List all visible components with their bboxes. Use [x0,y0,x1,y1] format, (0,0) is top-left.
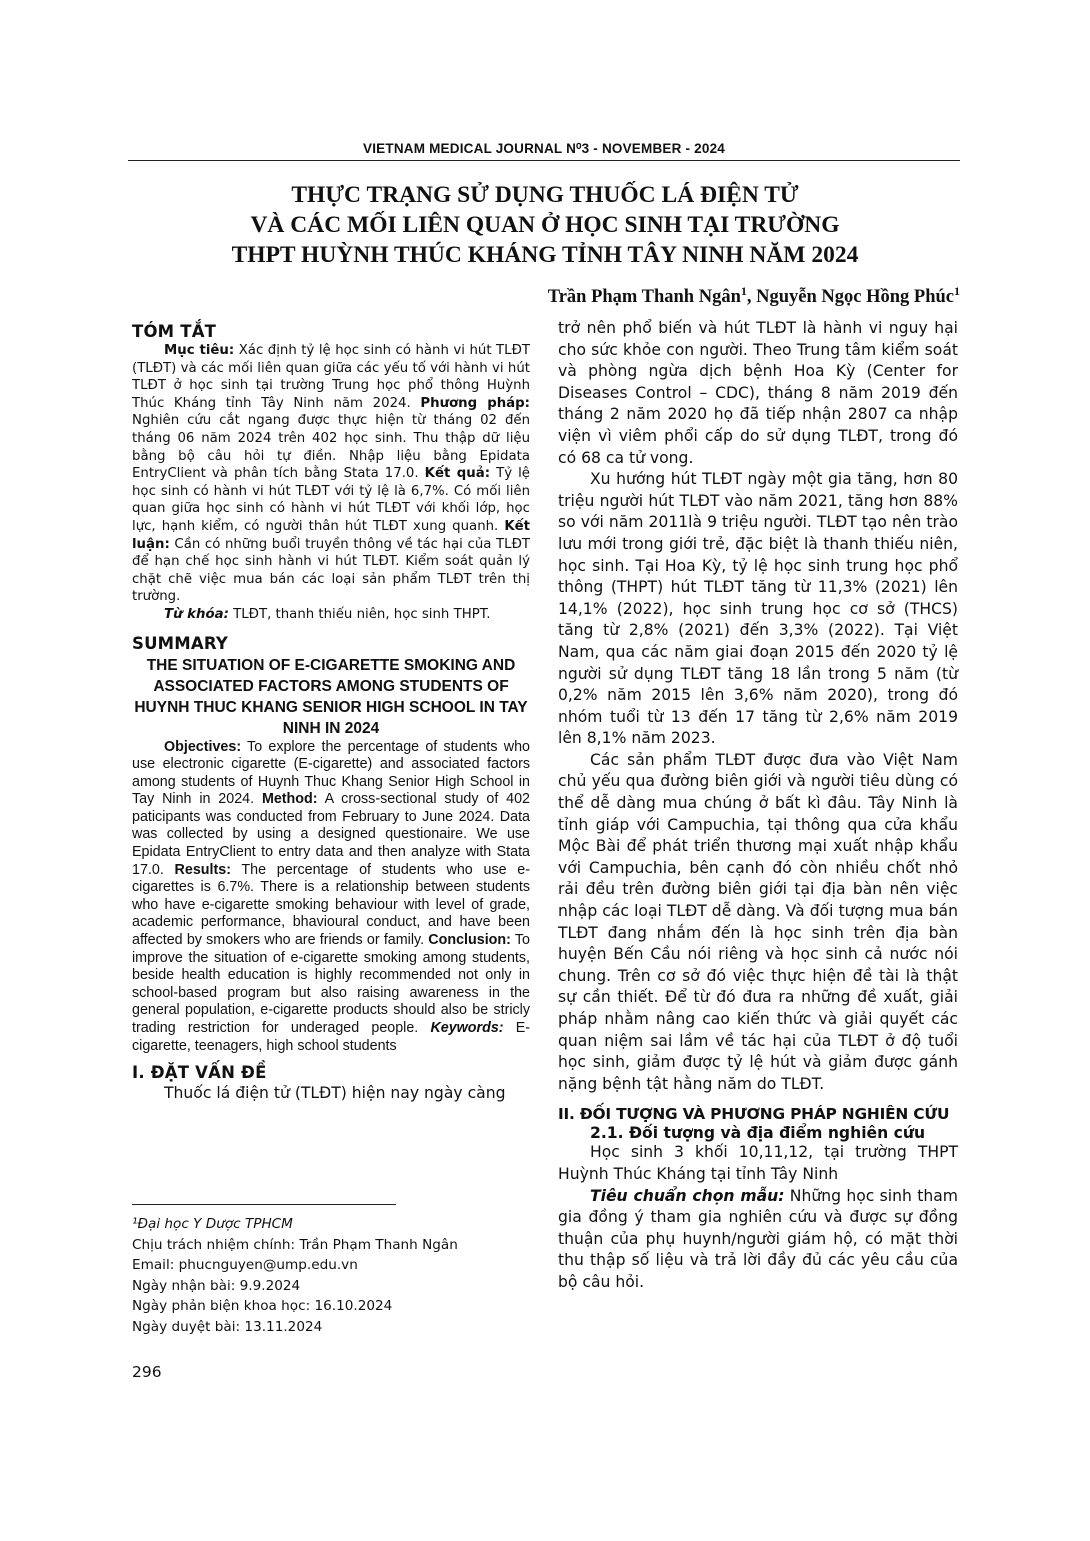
label-objectives: Objectives: [164,738,242,755]
footnote-reviewed: Ngày phản biện khoa học: 16.10.2024 [132,1298,393,1314]
label-method: Method: [261,791,318,808]
tieuchuan-text: Những học sinh tham gia đồng ý tham gia nghiên cứu và được sự đồng thuận của phụ huynh/người giám hộ, có mặt thời thu thập số liệu và trả lời đầy đủ các yêu cầu của bộ câu hỏi. [558,1186,958,1291]
footnote-approved: Ngày duyệt bài: 13.11.2024 [132,1318,323,1335]
article-title [150,180,940,270]
section-2-heading: II. ĐỐI TƯỢNG VÀ PHƯƠNG PHÁP NGHIÊN CỨU [558,1105,950,1124]
label-muctieu: Mục tiêu: [164,343,235,358]
results-text: The percentage of students who use e-cigarettes is 6.7%. There is a relationship between students who have e-cigarette smoking behaviour with level of grade, academic performance, bhavioural conduct, and have been affected by smokers who are friends or family. [132,861,530,949]
muctieu-text: Xác định tỷ lệ học sinh có hành vi hút TLĐT (TLĐT) và các mối liên quan giữa các yếu tố với hành vi hút TLĐT ở học sinh tại trường Trung học phổ thông Huỳnh Thúc Kháng tỉnh Tây Ninh năm 2024. [132,343,530,411]
label-ketqua: Kết quả: [424,466,491,482]
footnote-responsible: Chịu trách nhiệm chính: Trần Phạm Thanh Ngân [132,1236,458,1253]
page-number: 296 [132,1363,162,1381]
title-line-3: THPT HUỲNH THÚC KHÁNG TỈNH TÂY NINH NĂM 2024 [231,242,859,268]
method-text: A cross-sectional study of 402 paticipants was conducted from February to June 2024. Data was collected by using a designed questionaire. We use Epidata EntryClient to entry data and then analyze with Stata 17.0. [132,791,530,878]
right-column [558,318,958,1294]
label-keywords: Keywords: [430,1020,504,1036]
ketqua-text: Tỷ lệ học sinh có hành vi hút TLĐT với tỷ lệ là 6,7%. Có mối liên quan giữa học sinh có hành vi hút TLĐT với khối lớp, học lực, hạnh kiểm, có người thân hút TLĐT xung quanh. [132,466,530,534]
tukhoa-line [132,606,530,624]
title-line-1: THỰC TRẠNG SỬ DỤNG THUỐC LÁ ĐIỆN TỬ [291,182,799,208]
label-results: Results: [174,861,231,878]
section-1-heading: I. ĐẶT VẤN ĐỀ [132,1063,267,1083]
summary-heading: SUMMARY [132,633,229,653]
author-separator: , [746,287,757,308]
section-2-1-heading: 2.1. Đối tượng và địa điểm nghiên cứu [590,1124,926,1143]
tomtat-body [132,342,530,606]
journal-header: VIETNAM MEDICAL JOURNAL N⁰3 - NOVEMBER - 2024 [363,141,725,156]
tomtat-heading: TÓM TẮT [132,322,217,341]
section-1-p3: Các sản phẩm TLĐT được đưa vào Việt Nam chủ yếu qua đường biên giới và người tiêu dùng có thể dễ dàng mua chúng ở bất kì đâu. Tây Ninh là tỉnh giáp với Campuchia, tại thông qua cửa khẩu Mộc Bài để phát triển thương mại xuất nhập khẩu với Campuchia, bên cạnh đó còn nhiều chốt nhỏ rải đều trên đường biên giới tại địa bàn nên việc nhập các loại TLĐT dễ dàng. Và đối tượng mua bán TLĐT đang nhắm đến là học sinh trên địa bàn huyện Bến Cầu nói riêng và học sinh cả nước nói chung. Trên cơ sở đó việc thực hiện đề tài là thật sự cần thiết. Để từ đó đưa ra những đề xuất, giải pháp nhằm nâng cao kiến thức và giải quyết các quan niệm sai lầm về tác hại của TLĐT ở độ tuổi học sinh, giảm được tỷ lệ hút và giảm được gánh nặng bệnh tật hằng năm do TLĐT. [558,750,958,1093]
label-phuongphap: Phương pháp: [420,395,530,411]
footnote-received: Ngày nhận bài: 9.9.2024 [132,1277,301,1294]
left-column [132,318,530,1105]
objectives-text: To explore the percentage of students who use electronic cigarette (E-cigarette) and associated factors among students of Huynh Thuc Khang Senior High School in Tay Ninh in 2024. [132,738,530,808]
author-list [548,284,960,308]
section-1-p1-start: Thuốc lá điện tử (TLĐT) hiện nay ngày càng [164,1084,506,1103]
section-1-p1-continued: trở nên phổ biến và hút TLĐT là hành vi nguy hại cho sức khỏe con người. Theo Trung tâm kiểm soát và phòng ngừa dịch bệnh Hoa Kỳ (Center for Diseases Control – CDC), tháng 8 năm 2019 đến tháng 2 năm 2020 họ đã tiếp nhận 2807 ca nhập viện vì viêm phổi cấp do sử dụng TLĐT, trong đó có 68 ca tử vong. [558,319,958,467]
section-1-p2: Xu hướng hút TLĐT ngày một gia tăng, hơn 80 triệu người hút TLĐT vào năm 2021, tăng hơn 88% so với năm 2011là 9 triệu người. TLĐT tạo nên trào lưu mới trong giới trẻ, đặc biệt là thanh thiếu niên, học sinh. Tại Hoa Kỳ, tỷ lệ học sinh trung học phổ thông (THPT) hút TLĐT tăng từ 11,3% (2021) lên 14,1% (2022), học sinh trung học cơ sở (THCS) tăng từ 2,8% (2021) đến 3,3% (2022). Tại Việt Nam, qua các năm giai đoạn 2015 đến 2020 tỷ lệ người sử dụng TLĐT tăng 18 lần trong 5 năm (từ 0,2% năm 2015 lên 3,6% năm 2020), trong đó nhóm tuổi từ 13 đến 17 tăng từ 2,6% năm 2019 lên 8,1% năm 2023. [558,470,958,748]
title-line-2: VÀ CÁC MỐI LIÊN QUAN Ở HỌC SINH TẠI TRƯỜNG [250,212,840,238]
label-ketluan: Kết luận: [132,518,530,552]
footnote-email: Email: phucnguyen@ump.edu.vn [132,1257,358,1273]
tukhoa-text: TLĐT, thanh thiếu niên, học sinh THPT. [228,606,491,622]
section-2-p1: Học sinh 3 khối 10,11,12, tại trường THPT Huỳnh Thúc Kháng tại tỉnh Tây Ninh [558,1143,958,1183]
author-1-affiliation: 1 [740,284,747,298]
footnotes [132,1214,458,1337]
section-2-p2 [558,1186,958,1294]
keywords-text: E-cigarette, teenagers, high school students [132,1020,530,1054]
header-rule [128,160,960,161]
summary-title: THE SITUATION OF E-CIGARETTE SMOKING AND ASSOCIATED FACTORS AMONG STUDENTS OF HUYNH THUC KHANG SENIOR HIGH SCHOOL IN TAY NINH IN 2024 [134,656,528,737]
footnote-rule [132,1204,396,1205]
summary-body [132,739,530,1056]
footnote-affiliation: ¹Đại học Y Dược TPHCM [132,1216,293,1232]
author-2: Nguyễn Ngọc Hồng Phúc [756,287,954,308]
label-tieuchuan: Tiêu chuẩn chọn mẫu: [590,1186,785,1205]
author-2-affiliation: 1 [954,284,960,298]
phuongphap-text: Nghiên cứu cắt ngang được thực hiện từ tháng 02 đến tháng 06 năm 2024 trên 402 học sinh. Thu thập dữ liệu bằng bộ câu hỏi tự điền. Nhập liệu bằng Epidata EntryClient và phân tích bằng Stata 17.0. [132,413,530,482]
author-1: Trần Phạm Thanh Ngân [547,287,741,308]
ketluan-text: Cần có những buổi truyền thông về tác hại của TLĐT để hạn chế học sinh hành vi hút TLĐT. Kiểm soát quản lý chặt chẽ việc mua bán các loại sản phẩm TLĐT trên thị trường. [132,536,530,605]
label-tukhoa: Từ khóa: [164,606,229,622]
label-conclusion: Conclusion: [428,932,511,949]
conclusion-text: To improve the situation of e-cigarette smoking among students, beside health education is highly recommended not only in school-based program but also raising awareness in the general population, e-cigarette products should also be stricly trading restriction for underaged people. [132,932,530,1036]
